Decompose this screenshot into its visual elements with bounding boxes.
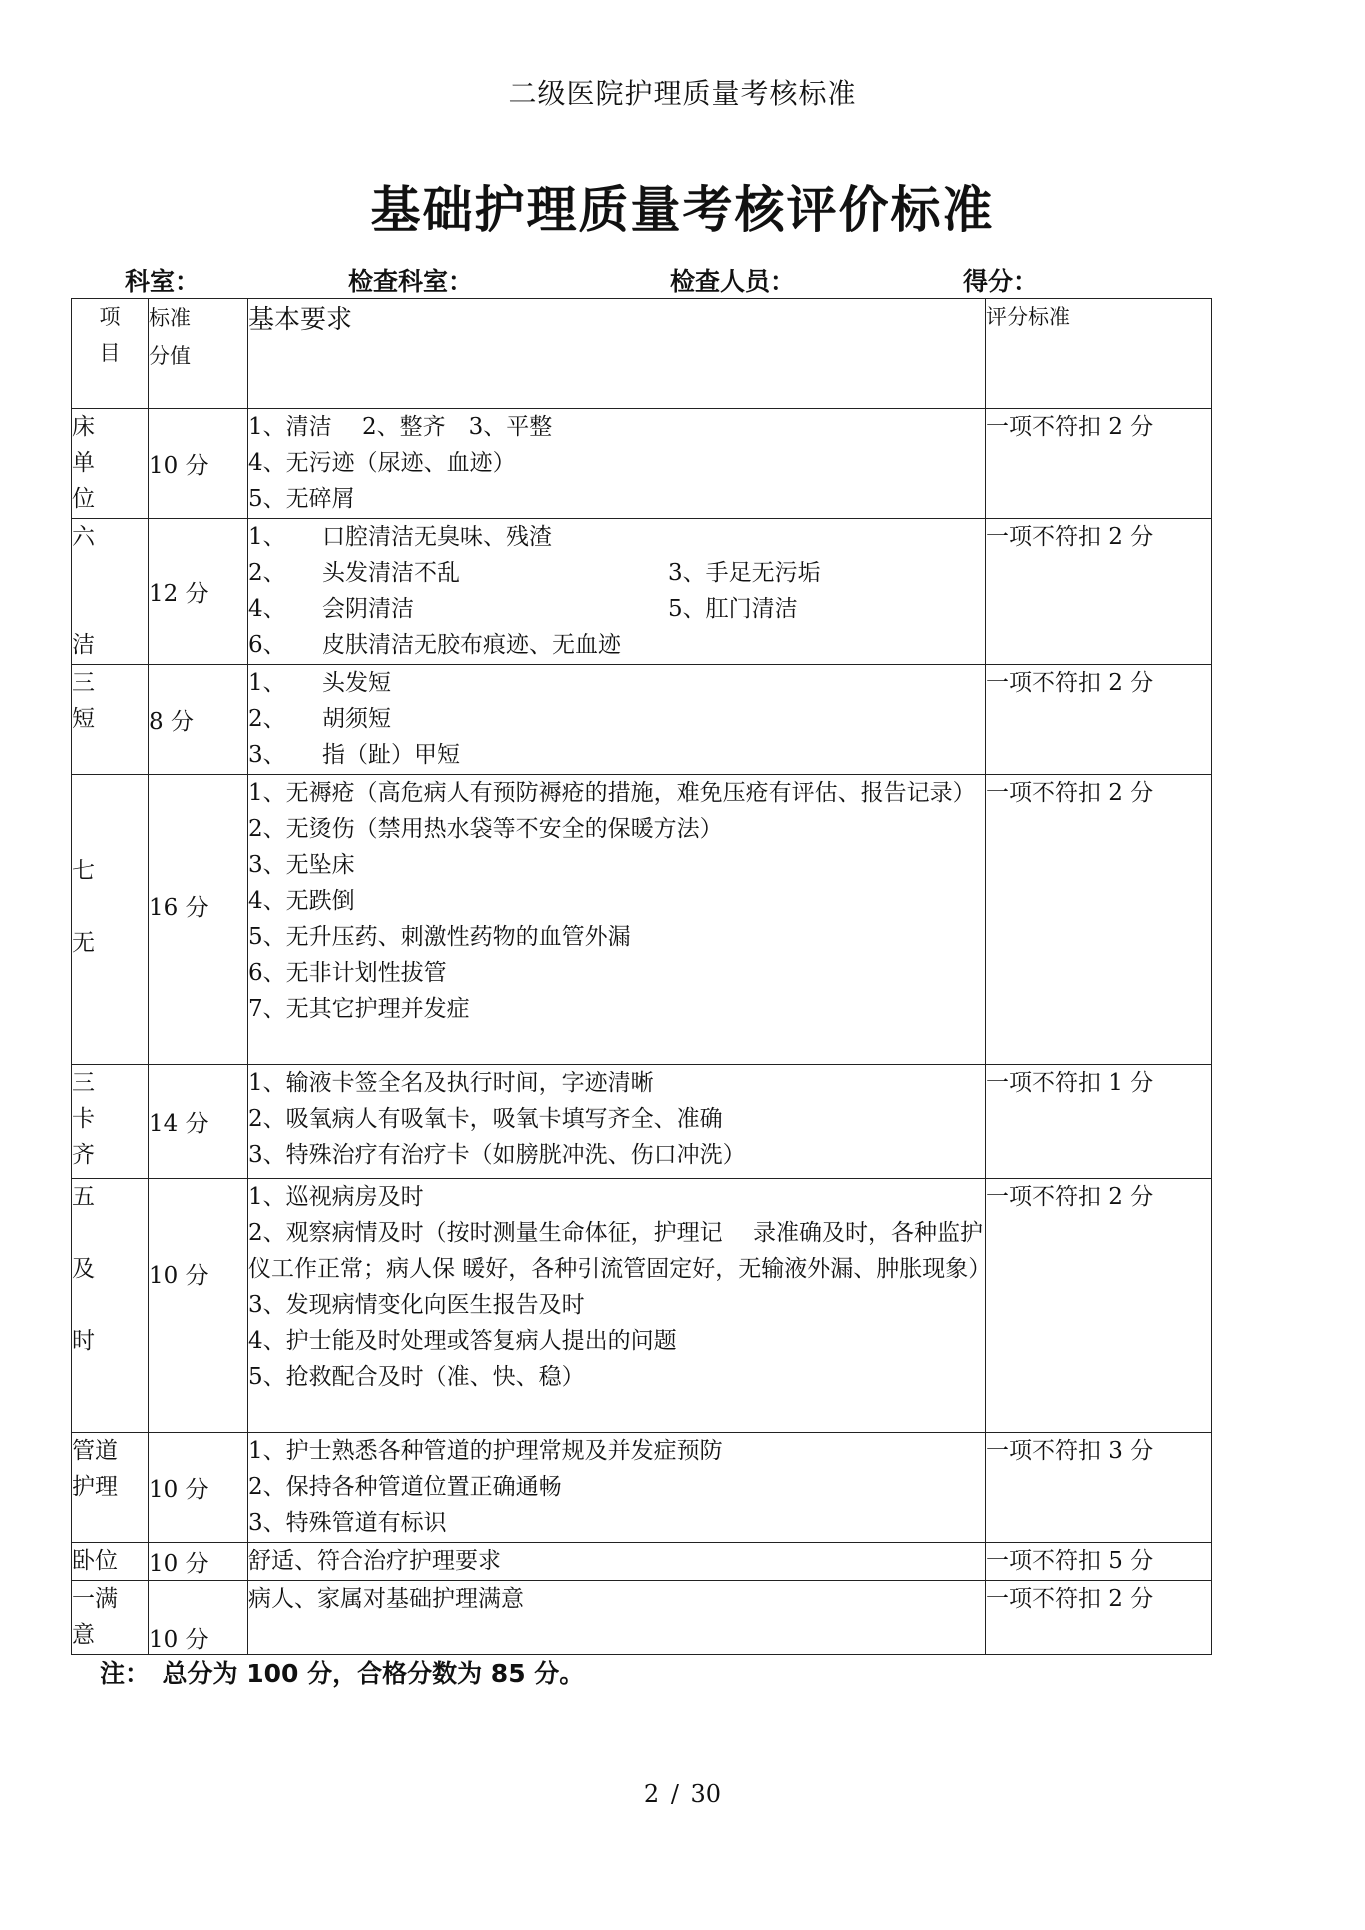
item-requirements: 1、 头发短 2、 胡须短 3、 指（趾）甲短 xyxy=(248,665,986,775)
header-standard-score: 标准 分值 xyxy=(149,299,248,409)
table-row xyxy=(72,409,1212,519)
item-requirements: 病人、家属对基础护理满意 xyxy=(248,1581,986,1655)
item-scoring-rule: 一项不符扣 2 分 xyxy=(986,1179,1212,1433)
item-score: 10 分 xyxy=(149,1433,248,1543)
running-header: 二级医院护理质量考核标准 xyxy=(508,77,857,110)
form-meta-row xyxy=(0,262,1365,298)
table-row xyxy=(72,775,1212,1065)
item-scoring-rule: 一项不符扣 2 分 xyxy=(986,775,1212,1065)
item-score: 10 分 xyxy=(149,1581,248,1655)
item-score: 8 分 xyxy=(149,665,248,775)
item-scoring-rule: 一项不符扣 2 分 xyxy=(986,1581,1212,1655)
item-scoring-rule: 一项不符扣 5 分 xyxy=(986,1543,1212,1581)
table-row xyxy=(72,519,1212,665)
header-scoring: 评分标准 xyxy=(986,299,1212,409)
item-requirements: 1、无褥疮（高危病人有预防褥疮的措施，难免压疮有评估、报告记录） 2、无烫伤（禁用热水袋等不安全的保暖方法） 3、无坠床 4、无跌倒 5、无升压药、刺激性药物的血管外漏 6、无非计划性拔管 7、无其它护理并发症 xyxy=(248,775,986,1065)
footnote: 注： 总分为 100 分，合格分数为 85 分。 xyxy=(100,1659,585,1688)
item-requirements: 1、清洁 2、整齐 3、平整 4、无污迹（尿迹、血迹） 5、无碎屑 xyxy=(248,409,986,519)
item-scoring-rule: 一项不符扣 1 分 xyxy=(986,1065,1212,1179)
table-row xyxy=(72,1433,1212,1543)
table-row xyxy=(72,1065,1212,1179)
item-requirements: 1、输液卡签全名及执行时间，字迹清晰 2、吸氧病人有吸氧卡，吸氧卡填写齐全、准确 3、特殊治疗有治疗卡（如膀胱冲洗、伤口冲洗） xyxy=(248,1065,986,1179)
item-name: 五 及 时 xyxy=(72,1179,149,1433)
table-header-row xyxy=(72,299,1212,409)
item-name: 一满 意 xyxy=(72,1581,149,1655)
page-number: 2 / 30 xyxy=(643,1780,722,1808)
item-score: 14 分 xyxy=(149,1065,248,1179)
department-label: 科室： xyxy=(125,267,201,296)
item-requirements: 舒适、符合治疗护理要求 xyxy=(248,1543,986,1581)
item-name: 六 洁 xyxy=(72,519,149,665)
item-name: 管道 护理 xyxy=(72,1433,149,1543)
table-row xyxy=(72,1581,1212,1655)
item-requirements: 1、巡视病房及时 2、观察病情及时（按时测量生命体征，护理记 录准确及时，各种监护仪工作正常；病人保 暖好，各种引流管固定好，无输液外漏、肿胀现象） 3、发现病情变化向医生报告及时 4、护士能及时处理或答复病人提出的问题 5、抢救配合及时（准、快、稳） xyxy=(248,1179,986,1433)
item-scoring-rule: 一项不符扣 2 分 xyxy=(986,665,1212,775)
item-scoring-rule: 一项不符扣 2 分 xyxy=(986,519,1212,665)
header-item: 项 目 xyxy=(72,299,149,409)
item-score: 10 分 xyxy=(149,1543,248,1581)
item-name: 床 单 位 xyxy=(72,409,149,519)
inspecting-department-label: 检查科室： xyxy=(348,267,474,296)
item-name: 三 卡 齐 xyxy=(72,1065,149,1179)
inspector-label: 检查人员： xyxy=(670,267,796,296)
score-label: 得分： xyxy=(963,267,1039,296)
header-requirements: 基本要求 xyxy=(248,299,986,409)
page-title: 基础护理质量考核评价标准 xyxy=(370,180,995,239)
item-score: 12 分 xyxy=(149,519,248,665)
table-row xyxy=(72,665,1212,775)
item-name: 三 短 xyxy=(72,665,149,775)
item-score: 10 分 xyxy=(149,409,248,519)
item-scoring-rule: 一项不符扣 3 分 xyxy=(986,1433,1212,1543)
item-requirements: 1、 口腔清洁无臭味、残渣 2、 头发清洁不乱 3、手足无污垢 4、 会阴清洁 5、肛门清洁 6、 皮肤清洁无胶布痕迹、无血迹 xyxy=(248,519,986,665)
item-name: 卧位 xyxy=(72,1543,149,1581)
assessment-table xyxy=(71,298,1212,1655)
table-row xyxy=(72,1179,1212,1433)
item-name: 七 无 xyxy=(72,775,149,1065)
table-row xyxy=(72,1543,1212,1581)
item-scoring-rule: 一项不符扣 2 分 xyxy=(986,409,1212,519)
item-score: 10 分 xyxy=(149,1179,248,1433)
item-requirements: 1、护士熟悉各种管道的护理常规及并发症预防 2、保持各种管道位置正确通畅 3、特殊管道有标识 xyxy=(248,1433,986,1543)
item-score: 16 分 xyxy=(149,775,248,1065)
